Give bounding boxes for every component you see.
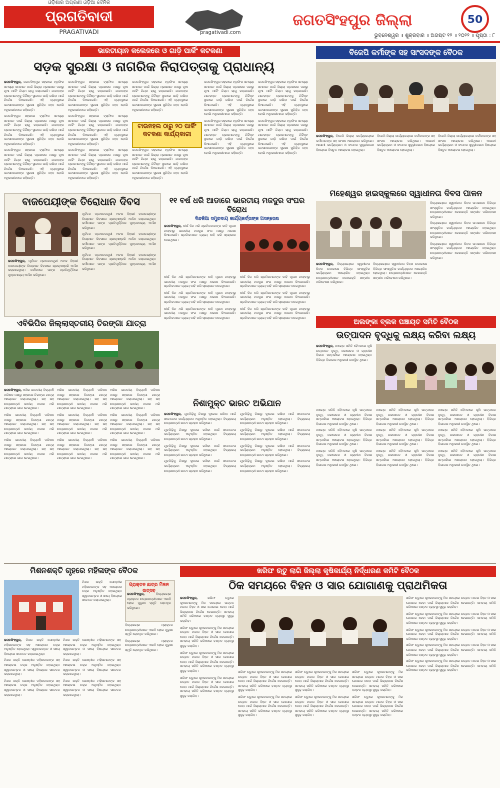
story11-col [127, 592, 171, 618]
story10-body-o: ଖରିଫ ଋତୁରେ କୃଷକମାନଙ୍କୁ ଠିକ ସମୟରେ ଉନ୍ନତ ମାନର ବିହନ ଓ ସାର ଯୋଗାଇ ଦେବା ପାଇଁ ଜିଲ୍ଲାପାଳ ନିର୍ଦ୍ଦେଶ ଦେଇଛନ୍ତି। ସମବାୟ ସମିତି ଜରିଆରେ ବଣ୍ଟନ ବ୍ୟବସ୍ଥା ସୁଦୃଢ଼ କରାଯିବ। [352, 694, 403, 718]
story8-photo[interactable] [376, 344, 496, 404]
story9-col-side [82, 580, 122, 635]
story8-body-g: ପଞ୍ଚାୟତ ସମିତି ବୈଠକରେ କୃଷି ଉତ୍ପାଦନ ବୃଦ୍ଧି, ଜଳସେଚନ ଓ ଗ୍ରାମୀଣ ବିକାଶ ସମ୍ପର୍କରେ ଆଲୋଚନା ହୋଇଥିଲା। ବିଭିନ୍ନ ବିଭାଗର ଅଧିକାରୀ ଉପସ୍ଥିତ ଥିଲେ। [376, 448, 434, 467]
story4-body-a: ପୂର୍ବତନ ପ୍ରଧାନମନ୍ତ୍ରୀ ଅଟଳ ବିହାରୀ ବାଜପେୟୀଙ୍କ ତିରୋଧାନ ଦିବସରେ ଶ୍ରଦ୍ଧାଞ୍ଜଳି ଅର୍ପଣ କରାଯାଇଥିଲା। କର୍ମୀମାନେ ତାଙ୍କ ପ୍ରତିମୂର୍ତ୍ତିରେ ପୁଷ୍ପମାଲ୍ୟ ଅର୍ପଣ କରିଥିଲେ। [82, 212, 156, 230]
story7-body-f: ଯୁବପିଢ଼ିକୁ ନିଶାରୁ ଦୂରେଇ ରଖିବା ପାଇଁ ସଚେତନତା କାର୍ଯ୍ୟକ୍ରମ ଅନୁଷ୍ଠିତ ହୋଇଥିଲା। ବିଦ୍ୟାଳୟ ଛାତ୍ରଛାତ୍ରୀ ଶପଥ ଗ୍ରହଣ କରିଥିଲେ। [240, 427, 310, 441]
story4-headline[interactable]: ବାଜପେୟୀଙ୍କ ତିରୋଧାନ ଦିବସ [22, 197, 140, 208]
story6-body-f: ଅଖିଳ ଭାରତୀୟ ବିଦ୍ୟାର୍ଥୀ ପରିଷଦ ପକ୍ଷରୁ ସହରରେ ତିରଙ୍ଗା ଯାତ୍ରା ଆୟୋଜନ କରାଯାଇଥିଲା। ଶହ ଶହ ଛାତ୍ରଛାତ୍ରୀ ଜାତୀୟ ପତାକା ଧରି ଯାତ୍ରାରେ ଭାଗ ନେଇଥିଲେ। [57, 437, 107, 461]
story10-body-l: ଖରିଫ ଋତୁରେ କୃଷକମାନଙ୍କୁ ଠିକ ସମୟରେ ଉନ୍ନତ ମାନର ବିହନ ଓ ସାର ଯୋଗାଇ ଦେବା ପାଇଁ ଜିଲ୍ଲାପାଳ ନିର୍ଦ୍ଦେଶ ଦେଇଛନ୍ତି। ସମବାୟ ସମିତି ଜରିଆରେ ବଣ୍ଟନ ବ୍ୟବସ୍ଥା ସୁଦୃଢ଼ କରାଯିବ। [295, 670, 349, 693]
story3-body-c: ବିଦ୍ୟାଳୟରେ ସ୍ୱାଧୀନତା ଦିବସ ଉପଲକ୍ଷେ ବିଭିନ୍ନ ସାଂସ୍କୃତିକ କାର୍ଯ୍ୟକ୍ରମ ଆୟୋଜିତ ହୋଇଥିଲା। ଛାତ୍ରଛାତ୍ରୀମାନେ ଦେଶଭକ୍ତି ସଙ୍ଗୀତ ପରିବେଷଣ କରିଥିଲେ। [430, 241, 496, 260]
tribute-photo-icon [8, 212, 78, 256]
school-event-photo-icon [316, 201, 426, 259]
story8-kicker: ଅଲଙ୍କା ବ୍ଲକ ପଞ୍ଚାୟତ ସମିତି ବୈଠକ [316, 316, 496, 328]
story10-body-d: ଖରିଫ ଋତୁରେ କୃଷକମାନଙ୍କୁ ଠିକ ସମୟରେ ଉନ୍ନତ ମାନର ବିହନ ଓ ସାର ଯୋଗାଇ ଦେବା ପାଇଁ ଜିଲ୍ଲାପାଳ ନିର୍ଦ୍ଦେଶ ଦେଇଛନ୍ତି। ସମବାୟ ସମିତି ଜରିଆରେ ବଣ୍ଟନ ବ୍ୟବସ୍ଥା ସୁଦୃଢ଼ କରାଯିବ। [180, 675, 234, 698]
story4-dateline: ଜଗତସିଂହପୁର, [8, 259, 26, 263]
story1-headline[interactable]: ସଡ଼କ ସୁରକ୍ଷା ଓ ନାଗରିକ ନିରାପତ୍ତାକୁ ପ୍ରାଧାନ୍ୟ [33, 60, 275, 75]
story7-body-a: ଯୁବପିଢ଼ିକୁ ନିଶାରୁ ଦୂରେଇ ରଖିବା ପାଇଁ ସଚେତନତା କାର୍ଯ୍ୟକ୍ରମ ଅନୁଷ୍ଠିତ ହୋଇଥିଲା। ବିଦ୍ୟାଳୟ ଛାତ୍ରଛାତ୍ରୀ ଶପଥ ଗ୍ରହଣ କରିଥିଲେ। [164, 412, 236, 426]
story2-col3 [438, 134, 496, 186]
story9-body-c: ମିଶନ ଶକ୍ତି ଗୋଷ୍ଠୀର ମହିଳାମାନଙ୍କ ସହ ଆଲୋଚନା ଚକ୍ର ଅନୁଷ୍ଠିତ ହୋଇଥିଲା। ସ୍ୱାବଲମ୍ବନ ଓ ସଞ୍ଚୟ ବିଷୟରେ ସଚେତନ କରାଯାଇଥିଲା। [4, 658, 60, 677]
story8-body-f: ପଞ୍ଚାୟତ ସମିତି ବୈଠକରେ କୃଷି ଉତ୍ପାଦନ ବୃଦ୍ଧି, ଜଳସେଚନ ଓ ଗ୍ରାମୀଣ ବିକାଶ ସମ୍ପର୍କରେ ଆଲୋଚନା ହୋଇଥିଲା। ବିଭିନ୍ନ ବିଭାଗର ଅଧିକାରୀ ଉପସ୍ଥିତ ଥିଲେ। [376, 428, 434, 447]
story1-body-k: ଜଗତସିଂହପୁର ସହରରେ ଟ୍ରାଫିକ ସମସ୍ୟା ସମାଧାନ ପାଇଁ ଜିଲ୍ଲା ପ୍ରଶାସନ ପକ୍ଷରୁ ନୂଆ ପାର୍କିଂ ନିୟମ ଲାଗୁ କରାଯାଇଛି। ଯାନବାହନ ଚାଳକମାନଙ୍କୁ ନିର୍ଦ୍ଦିଷ୍ଟ ସ୍ଥାନରେ ଗାଡ଼ି ରଖିବା ପାଇଁ ନିର୍ଦ୍ଦେଶ ଦିଆଯାଇଛି। ଏହି ବ୍ୟବସ୍ଥାରେ ଜନସାଧାରଣଙ୍କ ସୁରକ୍ଷା ସୁନିଶ୍ଚିତ ହେବ ବୋଲି ଅଧିକାରୀମାନେ କହିଛନ୍ତି। [258, 80, 308, 117]
story10-photo[interactable] [238, 596, 403, 666]
story7-body-h: ଯୁବପିଢ଼ିକୁ ନିଶାରୁ ଦୂରେଇ ରଖିବା ପାଇଁ ସଚେତନତା କାର୍ଯ୍ୟକ୍ରମ ଅନୁଷ୍ଠିତ ହୋଇଥିଲା। ବିଦ୍ୟାଳୟ ଛାତ୍ରଛାତ୍ରୀ ଶପଥ ଗ୍ରହଣ କରିଥିଲେ। [240, 459, 310, 473]
story10-headline[interactable]: ଠିକ ସମୟରେ ବିହନ ଓ ସାର ଯୋଗାଣକୁ ପ୍ରାଥମିକତା [228, 579, 448, 592]
story6-body-c: ଅଖିଳ ଭାରତୀୟ ବିଦ୍ୟାର୍ଥୀ ପରିଷଦ ପକ୍ଷରୁ ସହରରେ ତିରଙ୍ଗା ଯାତ୍ରା ଆୟୋଜନ କରାଯାଇଥିଲା। ଶହ ଶହ ଛାତ୍ରଛାତ୍ରୀ ଜାତୀୟ ପତାକା ଧରି ଯାତ୍ରାରେ ଭାଗ ନେଇଥିଲେ। [4, 437, 54, 461]
story7-body-c: ଯୁବପିଢ଼ିକୁ ନିଶାରୁ ଦୂରେଇ ରଖିବା ପାଇଁ ସଚେତନତା କାର୍ଯ୍ୟକ୍ରମ ଅନୁଷ୍ଠିତ ହୋଇଥିଲା। ବିଦ୍ୟାଳୟ ଛାତ୍ରଛାତ୍ରୀ ଶପଥ ଗ୍ରହଣ କରିଥିଲେ। [164, 443, 236, 457]
story8-col3 [376, 408, 434, 558]
story10-body-k: ଖରିଫ ଋତୁରେ କୃଷକମାନଙ୍କୁ ଠିକ ସମୟରେ ଉନ୍ନତ ମାନର ବିହନ ଓ ସାର ଯୋଗାଇ ଦେବା ପାଇଁ ଜିଲ୍ଲାପାଳ ନିର୍ଦ୍ଦେଶ ଦେଇଛନ୍ତି। ସମବାୟ ସମିତି ଜରିଆରେ ବଣ୍ଟନ ବ୍ୟବସ୍ଥା ସୁଦୃଢ଼ କରାଯିବ। [238, 694, 292, 718]
panchayat-meeting-photo-icon [376, 344, 496, 404]
website-url[interactable]: pragativadi.com [200, 30, 241, 36]
story4-body-b: ପୂର୍ବତନ ପ୍ରଧାନମନ୍ତ୍ରୀ ଅଟଳ ବିହାରୀ ବାଜପେୟୀଙ୍କ ତିରୋଧାନ ଦିବସରେ ଶ୍ରଦ୍ଧାଞ୍ଜଳି ଅର୍ପଣ କରାଯାଇଥିଲା। କର୍ମୀମାନେ ତାଙ୍କ ପ୍ରତିମୂର୍ତ୍ତିରେ ପୁଷ୍ପମାଲ୍ୟ ଅର୍ପଣ କରିଥିଲେ। [82, 232, 156, 251]
story1-body-f: ଜଗତସିଂହପୁର ସହରରେ ଟ୍ରାଫିକ ସମସ୍ୟା ସମାଧାନ ପାଇଁ ଜିଲ୍ଲା ପ୍ରଶାସନ ପକ୍ଷରୁ ନୂଆ ପାର୍କିଂ ନିୟମ ଲାଗୁ କରାଯାଇଛି। ଯାନବାହନ ଚାଳକମାନଙ୍କୁ ନିର୍ଦ୍ଦିଷ୍ଟ ସ୍ଥାନରେ ଗାଡ଼ି ରଖିବା ପାଇଁ ନିର୍ଦ୍ଦେଶ ଦିଆଯାଇଛି। ଏହି ବ୍ୟବସ୍ଥାରେ ଜନସାଧାରଣଙ୍କ ସୁରକ୍ଷା ସୁନିଶ୍ଚିତ ହେବ ବୋଲି ଅଧିକାରୀମାନେ କହିଛନ୍ତି। [68, 148, 128, 180]
story5-col3 [240, 275, 310, 395]
story10-body-c: ଖରିଫ ଋତୁରେ କୃଷକମାନଙ୍କୁ ଠିକ ସମୟରେ ଉନ୍ନତ ମାନର ବିହନ ଓ ସାର ଯୋଗାଇ ଦେବା ପାଇଁ ଜିଲ୍ଲାପାଳ ନିର୍ଦ୍ଦେଶ ଦେଇଛନ୍ତି। ସମବାୟ ସମିତି ଜରିଆରେ ବଣ୍ଟନ ବ୍ୟବସ୍ଥା ସୁଦୃଢ଼ କରାଯିବ। [180, 650, 234, 673]
story8-body-d: ପଞ୍ଚାୟତ ସମିତି ବୈଠକରେ କୃଷି ଉତ୍ପାଦନ ବୃଦ୍ଧି, ଜଳସେଚନ ଓ ଗ୍ରାମୀଣ ବିକାଶ ସମ୍ପର୍କରେ ଆଲୋଚନା ହୋଇଥିଲା। ବିଭିନ୍ନ ବିଭାଗର ଅଧିକାରୀ ଉପସ୍ଥିତ ଥିଲେ। [316, 448, 372, 467]
story4-col1 [8, 259, 78, 311]
issue-dateline: ଭୁବନେଶ୍ୱର ॥ ଶୁକ୍ରବାର ॥ ଅଗଷ୍ଟ ୧୨ ॥ ୨୦୨୨ ॥ ପୃଷ୍ଠା : ୮ [374, 33, 495, 39]
story7-headline[interactable]: ନିଶାମୁକ୍ତ ଭାରତ ଅଭିଯାନ [193, 399, 281, 409]
story1-body-d: ଜଗତସିଂହପୁର ସହରରେ ଟ୍ରାଫିକ ସମସ୍ୟା ସମାଧାନ ପାଇଁ ଜିଲ୍ଲା ପ୍ରଶାସନ ପକ୍ଷରୁ ନୂଆ ପାର୍କିଂ ନିୟମ ଲାଗୁ କରାଯାଇଛି। ଯାନବାହନ ଚାଳକମାନଙ୍କୁ ନିର୍ଦ୍ଦିଷ୍ଟ ସ୍ଥାନରେ ଗାଡ଼ି ରଖିବା ପାଇଁ ନିର୍ଦ୍ଦେଶ ଦିଆଯାଇଛି। ଏହି ବ୍ୟବସ୍ଥାରେ ଜନସାଧାରଣଙ୍କ ସୁରକ୍ଷା ସୁନିଶ୍ଚିତ ହେବ ବୋଲି ଅଧିକାରୀମାନେ କହିଛନ୍ତି। [68, 80, 128, 112]
story10-col4 [406, 596, 496, 783]
meeting-photo-icon [316, 62, 496, 132]
story3-col-right [430, 201, 496, 309]
story5-col1 [164, 224, 236, 272]
masthead-rule [0, 41, 500, 43]
story5-photo[interactable] [240, 224, 310, 272]
story1-body-h: ଜଗତସିଂହପୁର ସହରରେ ଟ୍ରାଫିକ ସମସ୍ୟା ସମାଧାନ ପାଇଁ ଜିଲ୍ଲା ପ୍ରଶାସନ ପକ୍ଷରୁ ନୂଆ ପାର୍କିଂ ନିୟମ ଲାଗୁ କରାଯାଇଛି। ଯାନବାହନ ଚାଳକମାନଙ୍କୁ ନିର୍ଦ୍ଦିଷ୍ଟ ସ୍ଥାନରେ ଗାଡ଼ି ରଖିବା ପାଇଁ ନିର୍ଦ୍ଦେଶ ଦିଆଯାଇଛି। ଏହି ବ୍ୟବସ୍ଥାରେ ଜନସାଧାରଣଙ୍କ ସୁରକ୍ଷା ସୁନିଶ୍ଚିତ ହେବ ବୋଲି ଅଧିକାରୀମାନେ କହିଛନ୍ତି। [132, 148, 188, 180]
story11-dateline: ଜଗତସିଂହପୁର, [127, 592, 145, 596]
story10-body-h: ଖରିଫ ଋତୁରେ କୃଷକମାନଙ୍କୁ ଠିକ ସମୟରେ ଉନ୍ନତ ମାନର ବିହନ ଓ ସାର ଯୋଗାଇ ଦେବା ପାଇଁ ଜିଲ୍ଲାପାଳ ନିର୍ଦ୍ଦେଶ ଦେଇଛନ୍ତି। ସମବାୟ ସମିତି ଜରିଆରେ ବଣ୍ଟନ ବ୍ୟବସ୍ଥା ସୁଦୃଢ଼ କରାଯିବ। [406, 643, 496, 657]
story10-body-g: ଖରିଫ ଋତୁରେ କୃଷକମାନଙ୍କୁ ଠିକ ସମୟରେ ଉନ୍ନତ ମାନର ବିହନ ଓ ସାର ଯୋଗାଇ ଦେବା ପାଇଁ ଜିଲ୍ଲାପାଳ ନିର୍ଦ୍ଦେଶ ଦେଇଛନ୍ତି। ସମବାୟ ସମିତି ଜରିଆରେ ବଣ୍ଟନ ବ୍ୟବସ୍ଥା ସୁଦୃଢ଼ କରାଯିବ। [406, 627, 496, 641]
story2-headline[interactable]: ବିଜେପି କର୍ମୀଙ୍କ ସହ ସାଂସଦଙ୍କ ବୈଠକ [316, 46, 496, 59]
story4-col2 [82, 212, 156, 312]
story8-body-i: ପଞ୍ଚାୟତ ସମିତି ବୈଠକରେ କୃଷି ଉତ୍ପାଦନ ବୃଦ୍ଧି, ଜଳସେଚନ ଓ ଗ୍ରାମୀଣ ବିକାଶ ସମ୍ପର୍କରେ ଆଲୋଚନା ହୋଇଥିଲା। ବିଭିନ୍ନ ବିଭାଗର ଅଧିକାରୀ ଉପସ୍ଥିତ ଥିଲେ। [438, 428, 496, 447]
story8-headline[interactable]: ଉତ୍ପାଦନ ବୃଦ୍ଧିକୁ ଲକ୍ଷ୍ୟ କରିବା ଲକ୍ଷ୍ୟ [336, 331, 476, 341]
story9-body-b: ମିଶନ ଶକ୍ତି ଗୋଷ୍ଠୀର ମହିଳାମାନଙ୍କ ସହ ଆଲୋଚନା ଚକ୍ର ଅନୁଷ୍ଠିତ ହୋଇଥିଲା। ସ୍ୱାବଲମ୍ବନ ଓ ସଞ୍ଚୟ ବିଷୟରେ ସଚେତନ କରାଯାଇଥିଲା। [4, 638, 60, 656]
story8-body-j: ପଞ୍ଚାୟତ ସମିତି ବୈଠକରେ କୃଷି ଉତ୍ପାଦନ ବୃଦ୍ଧି, ଜଳସେଚନ ଓ ଗ୍ରାମୀଣ ବିକାଶ ସମ୍ପର୍କରେ ଆଲୋଚନା ହୋଇଥିଲା। ବିଭିନ୍ନ ବିଭାଗର ଅଧିକାରୀ ଉପସ୍ଥିତ ଥିଲେ। [438, 448, 496, 467]
story6-body-e: ଅଖିଳ ଭାରତୀୟ ବିଦ୍ୟାର୍ଥୀ ପରିଷଦ ପକ୍ଷରୁ ସହରରେ ତିରଙ୍ଗା ଯାତ୍ରା ଆୟୋଜନ କରାଯାଇଥିଲା। ଶହ ଶହ ଛାତ୍ରଛାତ୍ରୀ ଜାତୀୟ ପତାକା ଧରି ଯାତ୍ରାରେ ଭାଗ ନେଇଥିଲେ। [57, 412, 107, 436]
story3-col1 [316, 262, 370, 312]
story10-kicker: ଖରିଫ ଋତୁ ଲାଗି ଜିଲ୍ଲା କୃଷିକାର୍ଯ୍ୟ ନିର୍ଦ୍ଧାରଣ କମିଟି ବୈଠକ [180, 566, 496, 577]
story4-body-d: ପୂର୍ବତନ ପ୍ରଧାନମନ୍ତ୍ରୀ ଅଟଳ ବିହାରୀ ବାଜପେୟୀଙ୍କ ତିରୋଧାନ ଦିବସରେ ଶ୍ରଦ୍ଧାଞ୍ଜଳି ଅର୍ପଣ କରାଯାଇଥିଲା। କର୍ମୀମାନେ ତାଙ୍କ ପ୍ରତିମୂର୍ତ୍ତିରେ ପୁଷ୍ପମାଲ୍ୟ ଅର୍ପଣ କରିଥିଲେ। [8, 259, 78, 277]
story7-body-b: ଯୁବପିଢ଼ିକୁ ନିଶାରୁ ଦୂରେଇ ରଖିବା ପାଇଁ ସଚେତନତା କାର୍ଯ୍ୟକ୍ରମ ଅନୁଷ୍ଠିତ ହୋଇଥିଲା। ବିଦ୍ୟାଳୟ ଛାତ୍ରଛାତ୍ରୀ ଶପଥ ଗ୍ରହଣ କରିଥିଲେ। [164, 427, 236, 441]
story9-col2 [63, 638, 121, 783]
story1-col2 [68, 80, 128, 190]
anniversary-number: 50 [467, 13, 483, 26]
story5-body-c: ଦୀର୍ଘ ଦିନ ଧରି ଶ୍ରମିକମାନଙ୍କ ଦାବି ପୂରଣ ନହେବାରୁ ଭାରତୀୟ ମଜଦୁର ସଂଘ ପକ୍ଷରୁ ଧାରଣା ଦିଆଯାଇଛି। ଶ୍ରମିକମାନେ ନ୍ୟାୟ ଦାବି କରି ସ୍ଲୋଗାନ ଦେଇଥିଲେ। [164, 290, 236, 304]
story10-body-b: ଖରିଫ ଋତୁରେ କୃଷକମାନଙ୍କୁ ଠିକ ସମୟରେ ଉନ୍ନତ ମାନର ବିହନ ଓ ସାର ଯୋଗାଇ ଦେବା ପାଇଁ ଜିଲ୍ଲାପାଳ ନିର୍ଦ୍ଦେଶ ଦେଇଛନ୍ତି। ସମବାୟ ସମିତି ଜରିଆରେ ବଣ୍ଟନ ବ୍ୟବସ୍ଥା ସୁଦୃଢ଼ କରାଯିବ। [180, 625, 234, 648]
story1-dateline: ଜଗତସିଂହପୁର, [4, 80, 22, 84]
story1-body-a: ଜଗତସିଂହପୁର ସହରରେ ଟ୍ରାଫିକ ସମସ୍ୟା ସମାଧାନ ପାଇଁ ଜିଲ୍ଲା ପ୍ରଶାସନ ପକ୍ଷରୁ ନୂଆ ପାର୍କିଂ ନିୟମ ଲାଗୁ କରାଯାଇଛି। ଯାନବାହନ ଚାଳକମାନଙ୍କୁ ନିର୍ଦ୍ଦିଷ୍ଟ ସ୍ଥାନରେ ଗାଡ଼ି ରଖିବା ପାଇଁ ନିର୍ଦ୍ଦେଶ ଦିଆଯାଇଛି। ଏହି ବ୍ୟବସ୍ଥାରେ ଜନସାଧାରଣଙ୍କ ସୁରକ୍ଷା ସୁନିଶ୍ଚିତ ହେବ ବୋଲି ଅଧିକାରୀମାନେ କହିଛନ୍ତି। [4, 80, 64, 112]
story1-kicker: ଭାରତୀୟାନ କଲେଜରେ ଓ ଗାଡ଼ି ପାର୍କିଂ କଟକଣା [80, 46, 240, 57]
agriculture-meeting-photo-icon [238, 596, 403, 666]
story11-body: ବିଦ୍ୟାଳୟର ପ୍ରାକ୍ତନ ଛାତ୍ରଛାତ୍ରୀମାନେ ଏକାଠି ହୋଇ ପୁରୁଣା ସ୍ମୃତି ରୋମନ୍ଥନ କରିଥିଲେ। [127, 592, 171, 610]
story1-body-b: ଜଗତସିଂହପୁର ସହରରେ ଟ୍ରାଫିକ ସମସ୍ୟା ସମାଧାନ ପାଇଁ ଜିଲ୍ଲା ପ୍ରଶାସନ ପକ୍ଷରୁ ନୂଆ ପାର୍କିଂ ନିୟମ ଲାଗୁ କରାଯାଇଛି। ଯାନବାହନ ଚାଳକମାନଙ୍କୁ ନିର୍ଦ୍ଦିଷ୍ଟ ସ୍ଥାନରେ ଗାଡ଼ି ରଖିବା ପାଇଁ ନିର୍ଦ୍ଦେଶ ଦିଆଯାଇଛି। ଏହି ବ୍ୟବସ୍ଥାରେ ଜନସାଧାରଣଙ୍କ ସୁରକ୍ଷା ସୁନିଶ୍ଚିତ ହେବ ବୋଲି ଅଧିକାରୀମାନେ କହିଛନ୍ତି। [4, 114, 64, 146]
masthead-tagline: ଓଡ଼ିଶାର ଅଗ୍ରଣୀ ଓଡ଼ିଆ ଦୈନିକ [47, 0, 111, 6]
story7-body-g: ଯୁବପିଢ଼ିକୁ ନିଶାରୁ ଦୂରେଇ ରଖିବା ପାଇଁ ସଚେତନତା କାର୍ଯ୍ୟକ୍ରମ ଅନୁଷ୍ଠିତ ହୋଇଥିଲା। ବିଦ୍ୟାଳୟ ଛାତ୍ରଛାତ୍ରୀ ଶପଥ ଗ୍ରହଣ କରିଥିଲେ। [240, 443, 310, 457]
anniversary-badge-icon [455, 4, 495, 34]
district-title: ଜଗତସିଂହପୁର ଜିଲ୍ଲା [292, 11, 413, 29]
story8-col2 [316, 408, 372, 558]
story9-body-g: ମିଶନ ଶକ୍ତି ଗୋଷ୍ଠୀର ମହିଳାମାନଙ୍କ ସହ ଆଲୋଚନା ଚକ୍ର ଅନୁଷ୍ଠିତ ହୋଇଥିଲା। ସ୍ୱାବଲମ୍ବନ ଓ ସଞ୍ଚୟ ବିଷୟରେ ସଚେତନ କରାଯାଇଥିଲା। [63, 678, 121, 697]
story1-col4 [204, 80, 254, 190]
story6-body-g: ଅଖିଳ ଭାରତୀୟ ବିଦ୍ୟାର୍ଥୀ ପରିଷଦ ପକ୍ଷରୁ ସହରରେ ତିରଙ୍ଗା ଯାତ୍ରା ଆୟୋଜନ କରାଯାଇଥିଲା। ଶହ ଶହ ଛାତ୍ରଛାତ୍ରୀ ଜାତୀୟ ପତାକା ଧରି ଯାତ୍ରାରେ ଭାଗ ନେଇଥିଲେ। [110, 388, 160, 411]
story3-dateline: ଜଗତସିଂହପୁର, [316, 262, 334, 266]
story3-body-d: ବିଦ୍ୟାଳୟରେ ସ୍ୱାଧୀନତା ଦିବସ ଉପଲକ୍ଷେ ବିଭିନ୍ନ ସାଂସ୍କୃତିକ କାର୍ଯ୍ୟକ୍ରମ ଆୟୋଜିତ ହୋଇଥିଲା। ଛାତ୍ରଛାତ୍ରୀମାନେ ଦେଶଭକ୍ତି ସଙ୍ଗୀତ ପରିବେଷଣ କରିଥିଲେ। [316, 262, 370, 285]
story7-dateline: ଜଗତସିଂହପୁର, [164, 412, 182, 416]
story11-col-more [125, 623, 173, 783]
story4-photo[interactable] [8, 212, 78, 256]
story7-col2 [240, 412, 310, 560]
story2-body-a: ବିଜେପି ଜିଲ୍ଲା କାର୍ଯ୍ୟାଳୟରେ କର୍ମୀମାନଙ୍କ ସହ ସାଂସଦ ଆଲୋଚନା କରିଥିଲେ। ଆଗାମୀ କାର୍ଯ୍ୟକ୍ରମ ଓ ସଂଗଠନ ସୁଦୃଢ଼ୀକରଣ ବିଷୟରେ ବିସ୍ତୃତ ଆଲୋଚନା ହୋଇଥିଲା। [316, 134, 374, 152]
story10-body-n: ଖରିଫ ଋତୁରେ କୃଷକମାନଙ୍କୁ ଠିକ ସମୟରେ ଉନ୍ନତ ମାନର ବିହନ ଓ ସାର ଯୋଗାଇ ଦେବା ପାଇଁ ଜିଲ୍ଲାପାଳ ନିର୍ଦ୍ଦେଶ ଦେଇଛନ୍ତି। ସମବାୟ ସମିତି ଜରିଆରେ ବଣ୍ଟନ ବ୍ୟବସ୍ଥା ସୁଦୃଢ଼ କରାଯିବ। [352, 670, 403, 693]
story10-body-i: ଖରିଫ ଋତୁରେ କୃଷକମାନଙ୍କୁ ଠିକ ସମୟରେ ଉନ୍ନତ ମାନର ବିହନ ଓ ସାର ଯୋଗାଇ ଦେବା ପାଇଁ ଜିଲ୍ଲାପାଳ ନିର୍ଦ୍ଦେଶ ଦେଇଛନ୍ତି। ସମବାୟ ସମିତି ଜରିଆରେ ବଣ୍ଟନ ବ୍ୟବସ୍ଥା ସୁଦୃଢ଼ କରାଯିବ। [406, 659, 496, 673]
story10-body-a: ଖରିଫ ଋତୁରେ କୃଷକମାନଙ୍କୁ ଠିକ ସମୟରେ ଉନ୍ନତ ମାନର ବିହନ ଓ ସାର ଯୋଗାଇ ଦେବା ପାଇଁ ଜିଲ୍ଲାପାଳ ନିର୍ଦ୍ଦେଶ ଦେଇଛନ୍ତି। ସମବାୟ ସମିତି ଜରିଆରେ ବଣ୍ଟନ ବ୍ୟବସ୍ଥା ସୁଦୃଢ଼ କରାଯିବ। [180, 596, 234, 623]
story9-dateline: ଜଗତସିଂହପୁର, [4, 638, 22, 642]
story9-photo[interactable] [4, 580, 79, 635]
story1-body-g: ଜଗତସିଂହପୁର ସହରରେ ଟ୍ରାଫିକ ସମସ୍ୟା ସମାଧାନ ପାଇଁ ଜିଲ୍ଲା ପ୍ରଶାସନ ପକ୍ଷରୁ ନୂଆ ପାର୍କିଂ ନିୟମ ଲାଗୁ କରାଯାଇଛି। ଯାନବାହନ ଚାଳକମାନଙ୍କୁ ନିର୍ଦ୍ଦିଷ୍ଟ ସ୍ଥାନରେ ଗାଡ଼ି ରଖିବା ପାଇଁ ନିର୍ଦ୍ଦେଶ ଦିଆଯାଇଛି। ଏହି ବ୍ୟବସ୍ଥାରେ ଜନସାଧାରଣଙ୍କ ସୁରକ୍ଷା ସୁନିଶ୍ଚିତ ହେବ ବୋଲି ଅଧିକାରୀମାନେ କହିଛନ୍ତି। [132, 80, 188, 112]
story6-headline[interactable]: ଏବିଭିପିର ଜିଲ୍ଲାସ୍ତରୀୟ ତିରଙ୍ଗା ଯାତ୍ରା [16, 319, 147, 328]
story6-body-i: ଅଖିଳ ଭାରତୀୟ ବିଦ୍ୟାର୍ଥୀ ପରିଷଦ ପକ୍ଷରୁ ସହରରେ ତିରଙ୍ଗା ଯାତ୍ରା ଆୟୋଜନ କରାଯାଇଥିଲା। ଶହ ଶହ ଛାତ୍ରଛାତ୍ରୀ ଜାତୀୟ ପତାକା ଧରି ଯାତ୍ରାରେ ଭାଗ ନେଇଥିଲେ। [110, 437, 160, 461]
story9-body-a: ମିଶନ ଶକ୍ତି ଗୋଷ୍ଠୀର ମହିଳାମାନଙ୍କ ସହ ଆଲୋଚନା ଚକ୍ର ଅନୁଷ୍ଠିତ ହୋଇଥିଲା। ସ୍ୱାବଲମ୍ବନ ଓ ସଞ୍ଚୟ ବିଷୟରେ ସଚେତନ କରାଯାଇଥିଲା। [82, 580, 122, 603]
story3-body-a: ବିଦ୍ୟାଳୟରେ ସ୍ୱାଧୀନତା ଦିବସ ଉପଲକ୍ଷେ ବିଭିନ୍ନ ସାଂସ୍କୃତିକ କାର୍ଯ୍ୟକ୍ରମ ଆୟୋଜିତ ହୋଇଥିଲା। ଛାତ୍ରଛାତ୍ରୀମାନେ ଦେଶଭକ୍ତି ସଙ୍ଗୀତ ପରିବେଷଣ କରିଥିଲେ। [430, 201, 496, 219]
story10-body-m: ଖରିଫ ଋତୁରେ କୃଷକମାନଙ୍କୁ ଠିକ ସମୟରେ ଉନ୍ନତ ମାନର ବିହନ ଓ ସାର ଯୋଗାଇ ଦେବା ପାଇଁ ଜିଲ୍ଲାପାଳ ନିର୍ଦ୍ଦେଶ ଦେଇଛନ୍ତି। ସମବାୟ ସମିତି ଜରିଆରେ ବଣ୍ଟନ ବ୍ୟବସ୍ଥା ସୁଦୃଢ଼ କରାଯିବ। [295, 694, 349, 718]
story6-body-b: ଅଖିଳ ଭାରତୀୟ ବିଦ୍ୟାର୍ଥୀ ପରିଷଦ ପକ୍ଷରୁ ସହରରେ ତିରଙ୍ଗା ଯାତ୍ରା ଆୟୋଜନ କରାଯାଇଥିଲା। ଶହ ଶହ ଛାତ୍ରଛାତ୍ରୀ ଜାତୀୟ ପତାକା ଧରି ଯାତ୍ରାରେ ଭାଗ ନେଇଥିଲେ। [4, 412, 54, 436]
story5-dateline: ଜଗତସିଂହପୁର, [164, 224, 182, 228]
story3-body-e: ବିଦ୍ୟାଳୟରେ ସ୍ୱାଧୀନତା ଦିବସ ଉପଲକ୍ଷେ ବିଭିନ୍ନ ସାଂସ୍କୃତିକ କାର୍ଯ୍ୟକ୍ରମ ଆୟୋଜିତ ହୋଇଥିଲା। ଛାତ୍ରଛାତ୍ରୀମାନେ ଦେଶଭକ୍ତି ସଙ୍ଗୀତ ପରିବେଷଣ କରିଥିଲେ। [373, 262, 427, 280]
story8-body-c: ପଞ୍ଚାୟତ ସମିତି ବୈଠକରେ କୃଷି ଉତ୍ପାଦନ ବୃଦ୍ଧି, ଜଳସେଚନ ଓ ଗ୍ରାମୀଣ ବିକାଶ ସମ୍ପର୍କରେ ଆଲୋଚନା ହୋଇଥିଲା। ବିଭିନ୍ନ ବିଭାଗର ଅଧିକାରୀ ଉପସ୍ଥିତ ଥିଲେ। [316, 428, 372, 447]
section-divider [4, 563, 496, 564]
story2-body-c: ବିଜେପି ଜିଲ୍ଲା କାର୍ଯ୍ୟାଳୟରେ କର୍ମୀମାନଙ୍କ ସହ ସାଂସଦ ଆଲୋଚନା କରିଥିଲେ। ଆଗାମୀ କାର୍ଯ୍ୟକ୍ରମ ଓ ସଂଗଠନ ସୁଦୃଢ଼ୀକରଣ ବିଷୟରେ ବିସ୍ତୃତ ଆଲୋଚନା ହୋଇଥିଲା। [438, 134, 496, 152]
story8-body-b: ପଞ୍ଚାୟତ ସମିତି ବୈଠକରେ କୃଷି ଉତ୍ପାଦନ ବୃଦ୍ଧି, ଜଳସେଚନ ଓ ଗ୍ରାମୀଣ ବିକାଶ ସମ୍ପର୍କରେ ଆଲୋଚନା ହୋଇଥିଲା। ବିଭିନ୍ନ ବିଭାଗର ଅଧିକାରୀ ଉପସ୍ଥିତ ଥିଲେ। [316, 408, 372, 426]
story8-body-h: ପଞ୍ଚାୟତ ସମିତି ବୈଠକରେ କୃଷି ଉତ୍ପାଦନ ବୃଦ୍ଧି, ଜଳସେଚନ ଓ ଗ୍ରାମୀଣ ବିକାଶ ସମ୍ପର୍କରେ ଆଲୋଚନା ହୋଇଥିଲା। ବିଭିନ୍ନ ବିଭାଗର ଅଧିକାରୀ ଉପସ୍ଥିତ ଥିଲେ। [438, 408, 496, 426]
story10-col2 [238, 670, 292, 783]
story8-col4 [438, 408, 496, 558]
story2-col1 [316, 134, 374, 186]
story1-col1 [4, 80, 64, 190]
story3-body-b: ବିଦ୍ୟାଳୟରେ ସ୍ୱାଧୀନତା ଦିବସ ଉପଲକ୍ଷେ ବିଭିନ୍ନ ସାଂସ୍କୃତିକ କାର୍ଯ୍ୟକ୍ରମ ଆୟୋଜିତ ହୋଇଥିଲା। ଛାତ୍ରଛାତ୍ରୀମାନେ ଦେଶଭକ୍ତି ସଙ୍ଗୀତ ପରିବେଷଣ କରିଥିଲେ। [430, 221, 496, 240]
brand-english: PRAGATIVADI [59, 29, 99, 36]
story9-body-d: ମିଶନ ଶକ୍ତି ଗୋଷ୍ଠୀର ମହିଳାମାନଙ୍କ ସହ ଆଲୋଚନା ଚକ୍ର ଅନୁଷ୍ଠିତ ହୋଇଥିଲା। ସ୍ୱାବଲମ୍ବନ ଓ ସଞ୍ଚୟ ବିଷୟରେ ସଚେତନ କରାଯାଇଥିଲା। [4, 678, 60, 697]
story3-photo[interactable] [316, 201, 426, 259]
story5-body-a: ଦୀର୍ଘ ଦିନ ଧରି ଶ୍ରମିକମାନଙ୍କ ଦାବି ପୂରଣ ନହେବାରୁ ଭାରତୀୟ ମଜଦୁର ସଂଘ ପକ୍ଷରୁ ଧାରଣା ଦିଆଯାଇଛି। ଶ୍ରମିକମାନେ ନ୍ୟାୟ ଦାବି କରି ସ୍ଲୋଗାନ ଦେଇଥିଲେ। [164, 224, 236, 242]
story2-photo[interactable] [316, 62, 496, 132]
story6-body-d: ଅଖିଳ ଭାରତୀୟ ବିଦ୍ୟାର୍ଥୀ ପରିଷଦ ପକ୍ଷରୁ ସହରରେ ତିରଙ୍ଗା ଯାତ୍ରା ଆୟୋଜନ କରାଯାଇଥିଲା। ଶହ ଶହ ଛାତ୍ରଛାତ୍ରୀ ଜାତୀୟ ପତାକା ଧରି ଯାତ୍ରାରେ ଭାଗ ନେଇଥିଲେ। [57, 388, 107, 411]
story9-body-f: ମିଶନ ଶକ୍ତି ଗୋଷ୍ଠୀର ମହିଳାମାନଙ୍କ ସହ ଆଲୋଚନା ଚକ୍ର ଅନୁଷ୍ଠିତ ହୋଇଥିଲା। ସ୍ୱାବଲମ୍ବନ ଓ ସଞ୍ଚୟ ବିଷୟରେ ସଚେତନ କରାଯାଇଥିଲା। [63, 658, 121, 677]
story8-col1 [316, 344, 372, 404]
story5-headline[interactable]: ୧୧ ବର୍ଷ ଧରି ଆଡାରେ ଭାରତୀୟ ମଜଦୁର ସଂଘର ବିରୋଧ [169, 196, 305, 214]
story1-body-j: ଜଗତସିଂହପୁର ସହରରେ ଟ୍ରାଫିକ ସମସ୍ୟା ସମାଧାନ ପାଇଁ ଜିଲ୍ଲା ପ୍ରଶାସନ ପକ୍ଷରୁ ନୂଆ ପାର୍କିଂ ନିୟମ ଲାଗୁ କରାଯାଇଛି। ଯାନବାହନ ଚାଳକମାନଙ୍କୁ ନିର୍ଦ୍ଦିଷ୍ଟ ସ୍ଥାନରେ ଗାଡ଼ି ରଖିବା ପାଇଁ ନିର୍ଦ୍ଦେଶ ଦିଆଯାଇଛି। ଏହି ବ୍ୟବସ୍ଥାରେ ଜନସାଧାରଣଙ୍କ ସୁରକ୍ଷା ସୁନିଶ୍ଚିତ ହେବ ବୋଲି ଅଧିକାରୀମାନେ କହିଛନ୍ତି। [204, 118, 254, 155]
story1-col5 [258, 80, 308, 190]
story5-subhead: ଦିନ୍ଦକିଆ ସମ୍ପ୍ରଦାୟ କାର୍ଯ୍ୟକର୍ତ୍ତାଙ୍କ ଅସନ୍ତୋଷ [194, 217, 279, 222]
story10-dateline: ଜଗତସିଂହପୁର, [180, 596, 198, 600]
story9-col1 [4, 638, 60, 783]
story7-col1 [164, 412, 236, 560]
mission-shakti-building-photo-icon [4, 580, 79, 635]
story6-body-a: ଅଖିଳ ଭାରତୀୟ ବିଦ୍ୟାର୍ଥୀ ପରିଷଦ ପକ୍ଷରୁ ସହରରେ ତିରଙ୍ଗା ଯାତ୍ରା ଆୟୋଜନ କରାଯାଇଥିଲା। ଶହ ଶହ ଛାତ୍ରଛାତ୍ରୀ ଜାତୀୟ ପତାକା ଧରି ଯାତ୍ରାରେ ଭାଗ ନେଇଥିଲେ। [4, 388, 54, 411]
story5-body-b: ଦୀର୍ଘ ଦିନ ଧରି ଶ୍ରମିକମାନଙ୍କ ଦାବି ପୂରଣ ନହେବାରୁ ଭାରତୀୟ ମଜଦୁର ସଂଘ ପକ୍ଷରୁ ଧାରଣା ଦିଆଯାଇଛି। ଶ୍ରମିକମାନେ ନ୍ୟାୟ ଦାବି କରି ସ୍ଲୋଗାନ ଦେଇଥିଲେ। [164, 275, 236, 289]
story11-headline[interactable]: ପ୍ରାକ୍ତନ ଛାତ୍ର ମିଳନ ଉତ୍ସବ [129, 583, 169, 594]
story6-col1 [4, 388, 54, 560]
story6-photo[interactable] [4, 331, 159, 385]
story6-dateline: ଜଗତସିଂହପୁର, [4, 388, 22, 392]
story8-body-e: ପଞ୍ଚାୟତ ସମିତି ବୈଠକରେ କୃଷି ଉତ୍ପାଦନ ବୃଦ୍ଧି, ଜଳସେଚନ ଓ ଗ୍ରାମୀଣ ବିକାଶ ସମ୍ପର୍କରେ ଆଲୋଚନା ହୋଇଥିଲା। ବିଭିନ୍ନ ବିଭାଗର ଅଧିକାରୀ ଉପସ୍ଥିତ ଥିଲେ। [376, 408, 434, 426]
story2-dateline: ଜଗତସିଂହପୁର, [316, 134, 334, 138]
story10-body-e: ଖରିଫ ଋତୁରେ କୃଷକମାନଙ୍କୁ ଠିକ ସମୟରେ ଉନ୍ନତ ମାନର ବିହନ ଓ ସାର ଯୋଗାଇ ଦେବା ପାଇଁ ଜିଲ୍ଲାପାଳ ନିର୍ଦ୍ଦେଶ ଦେଇଛନ୍ତି। ସମବାୟ ସମିତି ଜରିଆରେ ବଣ୍ଟନ ବ୍ୟବସ୍ଥା ସୁଦୃଢ଼ କରାଯିବ। [406, 596, 496, 610]
story5-body-f: ଦୀର୍ଘ ଦିନ ଧରି ଶ୍ରମିକମାନଙ୍କ ଦାବି ପୂରଣ ନହେବାରୁ ଭାରତୀୟ ମଜଦୁର ସଂଘ ପକ୍ଷରୁ ଧାରଣା ଦିଆଯାଇଛି। ଶ୍ରମିକମାନେ ନ୍ୟାୟ ଦାବି କରି ସ୍ଲୋଗାନ ଦେଇଥିଲେ। [240, 290, 310, 304]
story7-body-d: ଯୁବପିଢ଼ିକୁ ନିଶାରୁ ଦୂରେଇ ରଖିବା ପାଇଁ ସଚେତନତା କାର୍ଯ୍ୟକ୍ରମ ଅନୁଷ୍ଠିତ ହୋଇଥିଲା। ବିଦ୍ୟାଳୟ ଛାତ୍ରଛାତ୍ରୀ ଶପଥ ଗ୍ରହଣ କରିଥିଲେ। [164, 459, 236, 473]
story1-highlight: ଟାଉନହଲ ଠାରୁ ୨୦ ପାର୍କିଂ କଟକଣା କାର୍ଯ୍ୟକାରୀ [132, 122, 202, 148]
story10-body-f: ଖରିଫ ଋତୁରେ କୃଷକମାନଙ୍କୁ ଠିକ ସମୟରେ ଉନ୍ନତ ମାନର ବିହନ ଓ ସାର ଯୋଗାଇ ଦେବା ପାଇଁ ଜିଲ୍ଲାପାଳ ନିର୍ଦ୍ଦେଶ ଦେଇଛନ୍ତି। ସମବାୟ ସମିତି ଜରିଆରେ ବଣ୍ଟନ ବ୍ୟବସ୍ଥା ସୁଦୃଢ଼ କରାଯିବ। [406, 611, 496, 625]
story4-body-c: ପୂର୍ବତନ ପ୍ରଧାନମନ୍ତ୍ରୀ ଅଟଳ ବିହାରୀ ବାଜପେୟୀଙ୍କ ତିରୋଧାନ ଦିବସରେ ଶ୍ରଦ୍ଧାଞ୍ଜଳି ଅର୍ପଣ କରାଯାଇଥିଲା। କର୍ମୀମାନେ ତାଙ୍କ ପ୍ରତିମୂର୍ତ୍ତିରେ ପୁଷ୍ପମାଲ୍ୟ ଅର୍ପଣ କରିଥିଲେ। [82, 252, 156, 271]
brand-logo[interactable]: ପ୍ରଗତିବାଦୀ [4, 6, 154, 28]
story3-col2 [373, 262, 427, 312]
story11-body-c: ବିଦ୍ୟାଳୟର ପ୍ରାକ୍ତନ ଛାତ୍ରଛାତ୍ରୀମାନେ ଏକାଠି ହୋଇ ପୁରୁଣା ସ୍ମୃତି ରୋମନ୍ଥନ କରିଥିଲେ। [125, 638, 173, 652]
story6-col3 [110, 388, 160, 560]
story10-col1 [180, 596, 234, 783]
story1-body-c: ଜଗତସିଂହପୁର ସହରରେ ଟ୍ରାଫିକ ସମସ୍ୟା ସମାଧାନ ପାଇଁ ଜିଲ୍ଲା ପ୍ରଶାସନ ପକ୍ଷରୁ ନୂଆ ପାର୍କିଂ ନିୟମ ଲାଗୁ କରାଯାଇଛି। ଯାନବାହନ ଚାଳକମାନଙ୍କୁ ନିର୍ଦ୍ଦିଷ୍ଟ ସ୍ଥାନରେ ଗାଡ଼ି ରଖିବା ପାଇଁ ନିର୍ଦ୍ଦେଶ ଦିଆଯାଇଛି। ଏହି ବ୍ୟବସ୍ଥାରେ ଜନସାଧାରଣଙ୍କ ସୁରକ୍ଷା ସୁନିଶ୍ଚିତ ହେବ ବୋଲି ଅଧିକାରୀମାନେ କହିଛନ୍ତି। [4, 148, 64, 180]
story6-col2 [57, 388, 107, 560]
story7-body-e: ଯୁବପିଢ଼ିକୁ ନିଶାରୁ ଦୂରେଇ ରଖିବା ପାଇଁ ସଚେତନତା କାର୍ଯ୍ୟକ୍ରମ ଅନୁଷ୍ଠିତ ହୋଇଥିଲା। ବିଦ୍ୟାଳୟ ଛାତ୍ରଛାତ୍ରୀ ଶପଥ ଗ୍ରହଣ କରିଥିଲେ। [240, 412, 310, 426]
story5-body-e: ଦୀର୍ଘ ଦିନ ଧରି ଶ୍ରମିକମାନଙ୍କ ଦାବି ପୂରଣ ନହେବାରୁ ଭାରତୀୟ ମଜଦୁର ସଂଘ ପକ୍ଷରୁ ଧାରଣା ଦିଆଯାଇଛି। ଶ୍ରମିକମାନେ ନ୍ୟାୟ ଦାବି କରି ସ୍ଲୋଗାନ ଦେଇଥିଲେ। [240, 275, 310, 289]
story10-col3 [295, 670, 349, 783]
story2-body-b: ବିଜେପି ଜିଲ୍ଲା କାର୍ଯ୍ୟାଳୟରେ କର୍ମୀମାନଙ୍କ ସହ ସାଂସଦ ଆଲୋଚନା କରିଥିଲେ। ଆଗାମୀ କାର୍ଯ୍ୟକ୍ରମ ଓ ସଂଗଠନ ସୁଦୃଢ଼ୀକରଣ ବିଷୟରେ ବିସ୍ତୃତ ଆଲୋଚନା ହୋଇଥିଲା। [377, 134, 435, 152]
protest-photo-icon [240, 224, 310, 272]
story9-body-e: ମିଶନ ଶକ୍ତି ଗୋଷ୍ଠୀର ମହିଳାମାନଙ୍କ ସହ ଆଲୋଚନା ଚକ୍ର ଅନୁଷ୍ଠିତ ହୋଇଥିଲା। ସ୍ୱାବଲମ୍ବନ ଓ ସଞ୍ଚୟ ବିଷୟରେ ସଚେତନ କରାଯାଇଥିଲା। [63, 638, 121, 656]
story9-headline[interactable]: ମିଶନଶକ୍ତି ଗୃହରେ ମହିଳାଙ୍କ ବୈଠକ [30, 566, 138, 575]
story1-col3a [132, 80, 188, 120]
story11-body-b: ବିଦ୍ୟାଳୟର ପ୍ରାକ୍ତନ ଛାତ୍ରଛାତ୍ରୀମାନେ ଏକାଠି ହୋଇ ପୁରୁଣା ସ୍ମୃତି ରୋମନ୍ଥନ କରିଥିଲେ। [125, 623, 173, 637]
story8-dateline: ଜଗତସିଂହପୁର, [316, 344, 334, 348]
story5-col2 [164, 275, 236, 395]
story1-body-i: ଜଗତସିଂହପୁର ସହରରେ ଟ୍ରାଫିକ ସମସ୍ୟା ସମାଧାନ ପାଇଁ ଜିଲ୍ଲା ପ୍ରଶାସନ ପକ୍ଷରୁ ନୂଆ ପାର୍କିଂ ନିୟମ ଲାଗୁ କରାଯାଇଛି। ଯାନବାହନ ଚାଳକମାନଙ୍କୁ ନିର୍ଦ୍ଦିଷ୍ଟ ସ୍ଥାନରେ ଗାଡ଼ି ରଖିବା ପାଇଁ ନିର୍ଦ୍ଦେଶ ଦିଆଯାଇଛି। ଏହି ବ୍ୟବସ୍ଥାରେ ଜନସାଧାରଣଙ୍କ ସୁରକ୍ଷା ସୁନିଶ୍ଚିତ ହେବ ବୋଲି ଅଧିକାରୀମାନେ କହିଛନ୍ତି। [204, 80, 254, 117]
story6-body-h: ଅଖିଳ ଭାରତୀୟ ବିଦ୍ୟାର୍ଥୀ ପରିଷଦ ପକ୍ଷରୁ ସହରରେ ତିରଙ୍ଗା ଯାତ୍ରା ଆୟୋଜନ କରାଯାଇଥିଲା। ଶହ ଶହ ଛାତ୍ରଛାତ୍ରୀ ଜାତୀୟ ପତାକା ଧରି ଯାତ୍ରାରେ ଭାଗ ନେଇଥିଲେ। [110, 412, 160, 436]
story10-body-j: ଖରିଫ ଋତୁରେ କୃଷକମାନଙ୍କୁ ଠିକ ସମୟରେ ଉନ୍ନତ ମାନର ବିହନ ଓ ସାର ଯୋଗାଇ ଦେବା ପାଇଁ ଜିଲ୍ଲାପାଳ ନିର୍ଦ୍ଦେଶ ଦେଇଛନ୍ତି। ସମବାୟ ସମିତି ଜରିଆରେ ବଣ୍ଟନ ବ୍ୟବସ୍ଥା ସୁଦୃଢ଼ କରାଯିବ। [238, 670, 292, 693]
story1-col3b [132, 148, 188, 190]
story2-col2 [377, 134, 435, 186]
story10-col3b [352, 670, 403, 783]
story8-body-a: ପଞ୍ଚାୟତ ସମିତି ବୈଠକରେ କୃଷି ଉତ୍ପାଦନ ବୃଦ୍ଧି, ଜଳସେଚନ ଓ ଗ୍ରାମୀଣ ବିକାଶ ସମ୍ପର୍କରେ ଆଲୋଚନା ହୋଇଥିଲା। ବିଭିନ୍ନ ବିଭାଗର ଅଧିକାରୀ ଉପସ୍ଥିତ ଥିଲେ। [316, 344, 372, 362]
story1-body-e: ଜଗତସିଂହପୁର ସହରରେ ଟ୍ରାଫିକ ସମସ୍ୟା ସମାଧାନ ପାଇଁ ଜିଲ୍ଲା ପ୍ରଶାସନ ପକ୍ଷରୁ ନୂଆ ପାର୍କିଂ ନିୟମ ଲାଗୁ କରାଯାଇଛି। ଯାନବାହନ ଚାଳକମାନଙ୍କୁ ନିର୍ଦ୍ଦିଷ୍ଟ ସ୍ଥାନରେ ଗାଡ଼ି ରଖିବା ପାଇଁ ନିର୍ଦ୍ଦେଶ ଦିଆଯାଇଛି। ଏହି ବ୍ୟବସ୍ଥାରେ ଜନସାଧାରଣଙ୍କ ସୁରକ୍ଷା ସୁନିଶ୍ଚିତ ହେବ ବୋଲି ଅଧିକାରୀମାନେ କହିଛନ୍ତି। [68, 114, 128, 146]
tiranga-rally-photo-icon [4, 331, 159, 385]
story1-body-l: ଜଗତସିଂହପୁର ସହରରେ ଟ୍ରାଫିକ ସମସ୍ୟା ସମାଧାନ ପାଇଁ ଜିଲ୍ଲା ପ୍ରଶାସନ ପକ୍ଷରୁ ନୂଆ ପାର୍କିଂ ନିୟମ ଲାଗୁ କରାଯାଇଛି। ଯାନବାହନ ଚାଳକମାନଙ୍କୁ ନିର୍ଦ୍ଦିଷ୍ଟ ସ୍ଥାନରେ ଗାଡ଼ି ରଖିବା ପାଇଁ ନିର୍ଦ୍ଦେଶ ଦିଆଯାଇଛି। ଏହି ବ୍ୟବସ୍ଥାରେ ଜନସାଧାରଣଙ୍କ ସୁରକ୍ଷା ସୁନିଶ୍ଚିତ ହେବ ବୋଲି ଅଧିକାରୀମାନେ କହିଛନ୍ତି। [258, 118, 308, 155]
story5-body-d: ଦୀର୍ଘ ଦିନ ଧରି ଶ୍ରମିକମାନଙ୍କ ଦାବି ପୂରଣ ନହେବାରୁ ଭାରତୀୟ ମଜଦୁର ସଂଘ ପକ୍ଷରୁ ଧାରଣା ଦିଆଯାଇଛି। ଶ୍ରମିକମାନେ ନ୍ୟାୟ ଦାବି କରି ସ୍ଲୋଗାନ ଦେଇଥିଲେ। [164, 306, 236, 320]
story5-body-g: ଦୀର୍ଘ ଦିନ ଧରି ଶ୍ରମିକମାନଙ୍କ ଦାବି ପୂରଣ ନହେବାରୁ ଭାରତୀୟ ମଜଦୁର ସଂଘ ପକ୍ଷରୁ ଧାରଣା ଦିଆଯାଇଛି। ଶ୍ରମିକମାନେ ନ୍ୟାୟ ଦାବି କରି ସ୍ଲୋଗାନ ଦେଇଥିଲେ। [240, 306, 310, 320]
story3-headline[interactable]: ମହେଶ୍ୱର ହାଇସ୍କୁଲରେ ସ୍ୱାଧୀନତା ଦିବସ ପାଳନ [329, 189, 483, 198]
